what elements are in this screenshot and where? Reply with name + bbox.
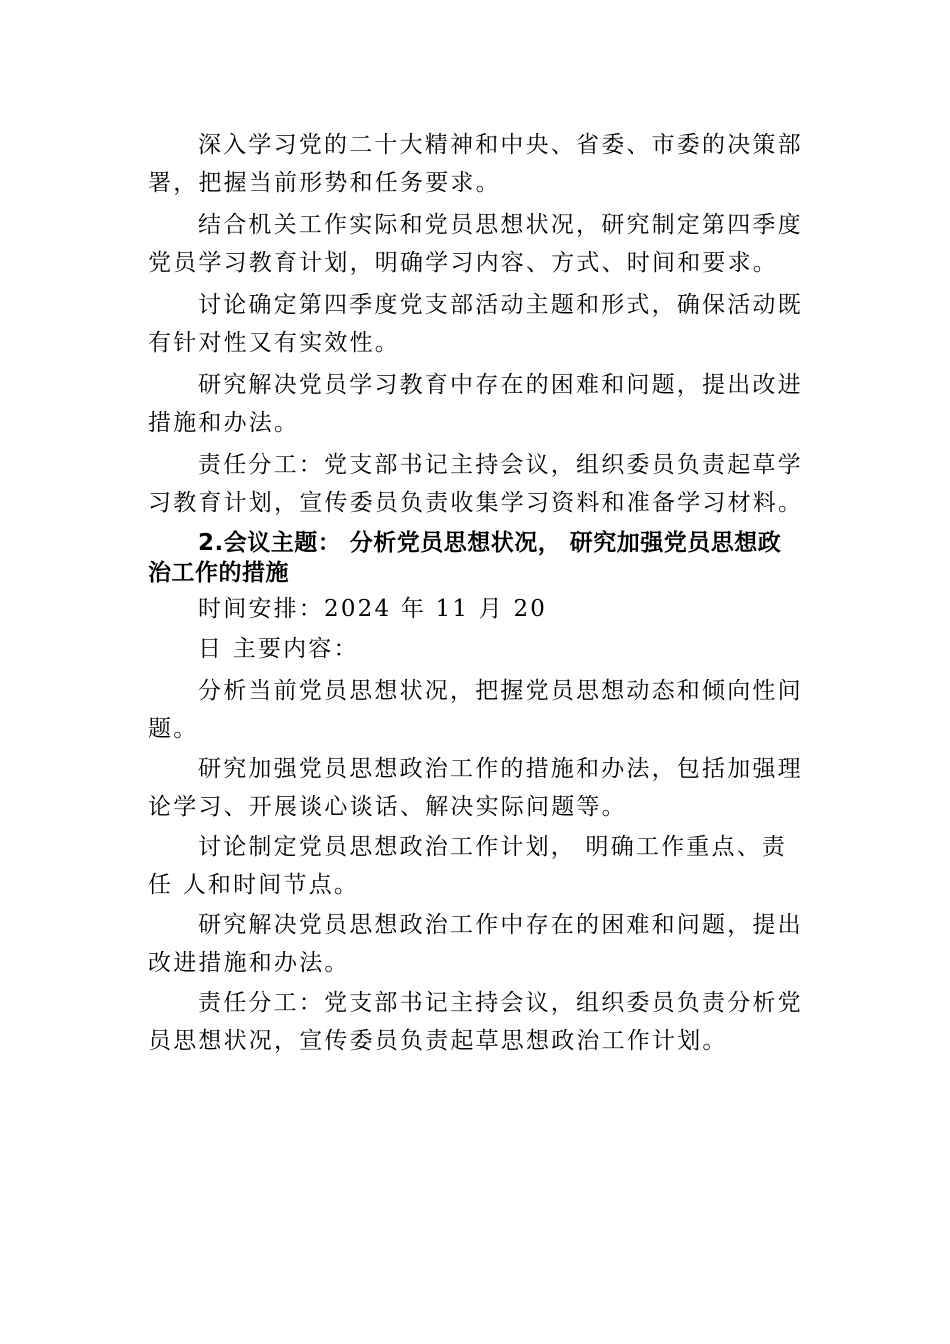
paragraph-responsibility-2: 责任分工：党支部书记主持会议，组织委员负责分析党员思想状况，宣传委员负责起草思想政治工作计划。 xyxy=(148,990,803,1054)
main-content-label: 日 主要内容： xyxy=(198,636,359,662)
paragraph-study-spirit: 深入学习党的二十大精神和中央、省委、市委的决策部署，把握当前形势和任务要求。 xyxy=(148,132,803,196)
paragraph-work-plan: 讨论制定党员思想政治工作计划， 明确工作重点、责任 人和时间节点。 xyxy=(148,834,788,898)
paragraph-analyze-thought: 分析当前党员思想状况，把握党员思想动态和倾向性问题。 xyxy=(148,678,803,742)
paragraph-activity-theme: 讨论确定第四季度党支部活动主题和形式，确保活动既有针对性又有实效性。 xyxy=(148,292,803,356)
section-heading-meeting-2: 2.会议主题： 分析党员思想状况， 研究加强党员思想政 治工作的措施 xyxy=(148,530,782,586)
paragraph-strengthen-work: 研究加强党员思想政治工作的措施和办法，包括加强理论学习、开展谈心谈话、解决实际问题等。 xyxy=(148,756,803,820)
time-arrangement: 时间安排：2024 年 11 月 20 xyxy=(198,596,548,622)
paragraph-solve-thought-problems: 研究解决党员思想政治工作中存在的困难和问题，提出改进措施和办法。 xyxy=(148,912,803,976)
paragraph-study-plan: 结合机关工作实际和党员思想状况，研究制定第四季度党员学习教育计划，明确学习内容、方式、时间和要求。 xyxy=(148,212,803,276)
paragraph-solve-problems: 研究解决党员学习教育中存在的困难和问题，提出改进措施和办法。 xyxy=(148,372,803,436)
paragraph-responsibility-1: 责任分工：党支部书记主持会议，组织委员负责起草学习教育计划，宣传委员负责收集学习资料和准备学习材料。 xyxy=(148,452,804,516)
